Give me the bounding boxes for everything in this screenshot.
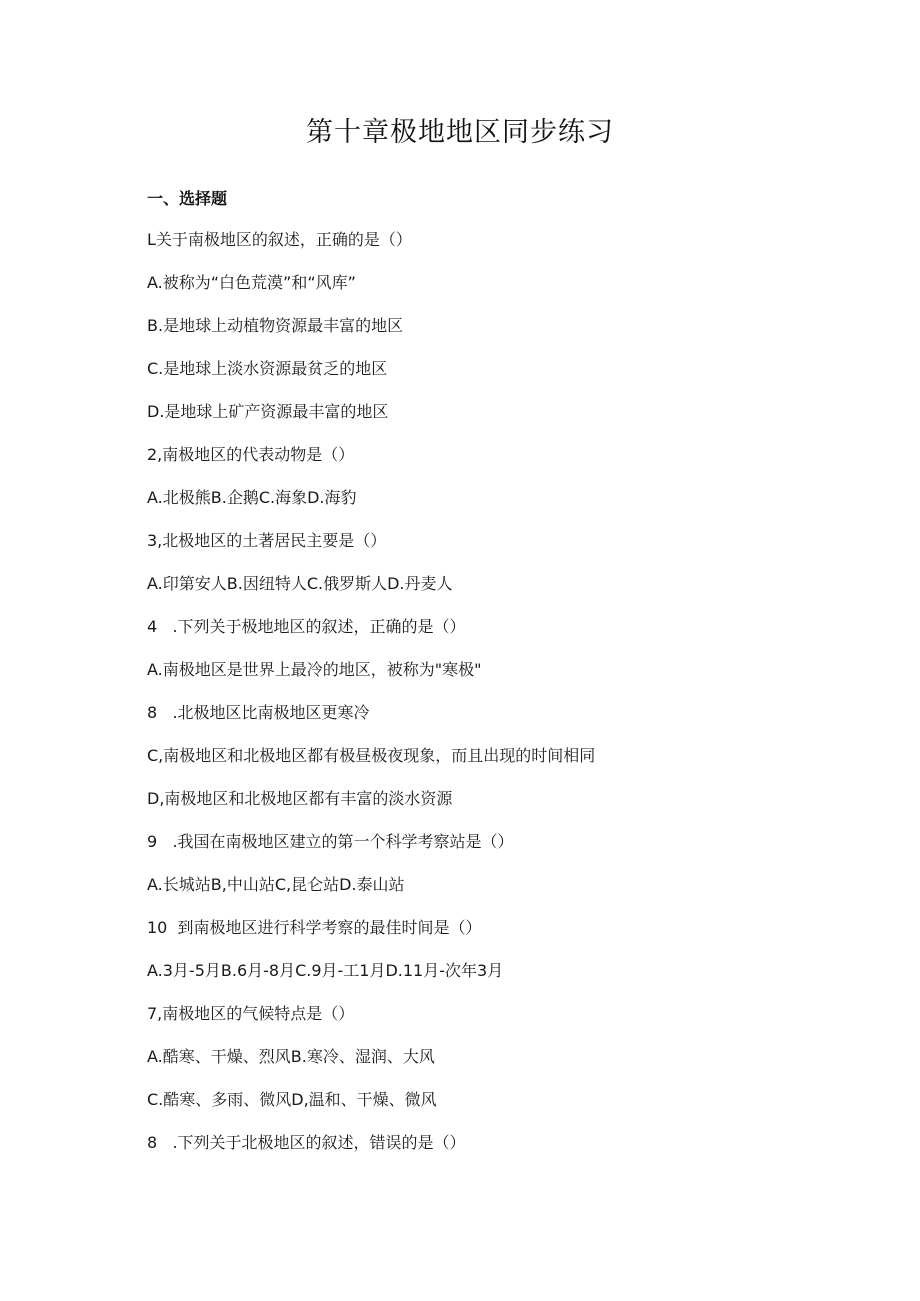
question-list — [147, 229, 847, 1175]
question-7-options-ab: A.酷寒、干燥、烈风B.寒冷、湿润、大风 — [147, 1047, 435, 1066]
question-4-option-a: A.南极地区是世界上最冷的地区，被称为"寒极" — [147, 660, 482, 679]
question-4-option-b: 8 .北极地区比南极地区更寒冷 — [147, 703, 370, 722]
question-2-stem: 2,南极地区的代表动物是（） — [147, 445, 355, 464]
question-8-stem: 8 .下列关于北极地区的叙述，错误的是（） — [147, 1133, 466, 1152]
question-3-options: A.印第安人B.因纽特人C.俄罗斯人D.丹麦人 — [147, 574, 453, 593]
question-4-option-c: C,南极地区和北极地区都有极昼极夜现象，而且出现的时间相同 — [147, 746, 596, 765]
page-title: 第十章极地地区同步练习 — [306, 117, 614, 148]
question-5-stem: 9 .我国在南极地区建立的第一个科学考察站是（） — [147, 832, 514, 851]
question-1-option-c: C.是地球上淡水资源最贫乏的地区 — [147, 359, 388, 378]
section-heading: 一、选择题 — [147, 189, 228, 208]
question-2-options: A.北极熊B.企鹅C.海象D.海豹 — [147, 488, 357, 507]
question-5-options: A.长城站B,中山站C,昆仑站D.泰山站 — [147, 875, 405, 894]
question-3-stem: 3,北极地区的土著居民主要是（） — [147, 531, 387, 550]
question-7-options-cd: C.酷寒、多雨、微风D,温和、干燥、微风 — [147, 1090, 437, 1109]
question-1-option-d: D.是地球上矿产资源最丰富的地区 — [147, 402, 389, 421]
question-7-stem: 7,南极地区的气候特点是（） — [147, 1004, 355, 1023]
question-1-option-b: B.是地球上动植物资源最丰富的地区 — [147, 316, 404, 335]
question-1-stem: L关于南极地区的叙述，正确的是（） — [147, 230, 412, 249]
question-6-options: A.3月-5月B.6月-8月C.9月-工1月D.11月-次年3月 — [147, 961, 504, 980]
question-4-stem: 4 .下列关于极地地区的叙述，正确的是（） — [147, 617, 466, 636]
question-6-stem: 10 到南极地区进行科学考察的最佳时间是（） — [147, 918, 482, 937]
question-1-option-a: A.被称为“白色荒漠”和“风库” — [147, 273, 356, 292]
question-4-option-d: D,南极地区和北极地区都有丰富的淡水资源 — [147, 789, 453, 808]
